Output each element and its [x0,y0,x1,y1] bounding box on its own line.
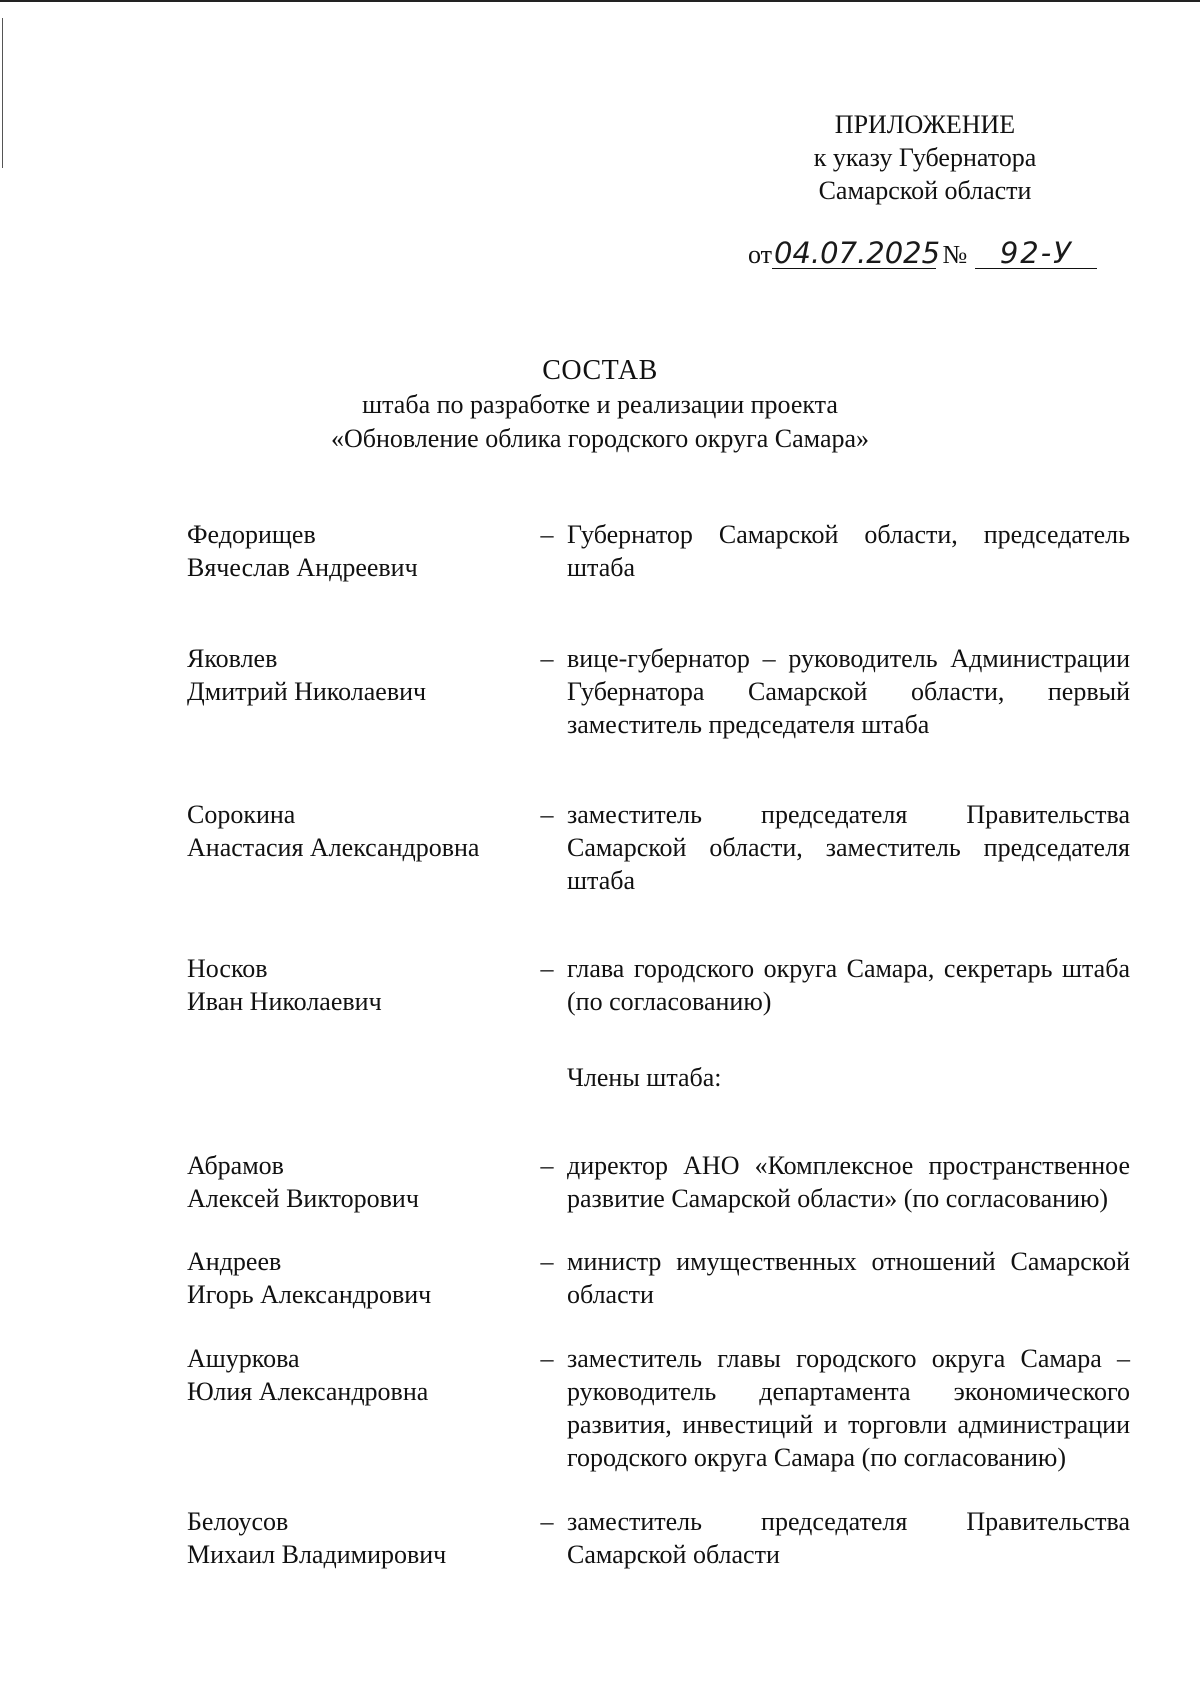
staff-composition-list [187,518,1130,1571]
member-role: директор АНО «Комплексное пространственное развитие Самарской области» (по согласованию) [567,1151,1130,1213]
appendix-reference: к указу Губернатора [813,143,1037,172]
member-name: Абрамов Алексей Викторович [187,1151,419,1213]
document-subtitle-line1: штаба по разработке и реализации проекта [362,390,838,419]
member-name: Носков Иван Николаевич [187,954,382,1016]
separator-dash: – [540,1247,554,1276]
member-role: вице-губернатор – руководитель Администрации Губернатора Самарской области, первый заместитель председателя штаба [567,644,1130,739]
member-name: Федорищев Вячеслав Андреевич [187,520,418,582]
list-item [187,1505,1130,1571]
member-name: Андреев Игорь Александрович [187,1247,432,1309]
member-name: Яковлев Дмитрий Николаевич [187,644,427,706]
appendix-region: Самарской области [818,176,1032,205]
document-title: СОСТАВ [542,355,658,386]
member-role: заместитель председателя Правительства Самарской области [567,1507,1130,1569]
separator-dash: – [540,644,554,673]
scan-left-edge [2,18,3,168]
appendix-header [780,108,1070,207]
member-role: заместитель главы городского округа Самара – руководитель департамента экономического развития, инвестиций и торговли администрации городского округа Самара (по согласованию) [567,1344,1130,1472]
separator-dash: – [540,520,554,549]
member-name: Ашуркова Юлия Александровна [187,1344,429,1406]
appendix-title: ПРИЛОЖЕНИЕ [834,110,1016,139]
number-prefix: № [942,240,968,269]
list-item [187,518,1130,584]
separator-dash: – [540,1507,554,1536]
separator-dash: – [540,1151,554,1180]
date-prefix: от [748,240,773,269]
list-item [187,1245,1130,1311]
list-item [187,1149,1130,1215]
document-subtitle-line2: «Обновление облика городского округа Самара» [330,424,870,453]
member-name: Белоусов Михаил Владимирович [187,1507,447,1569]
list-item [187,952,1130,1018]
member-name: Сорокина Анастасия Александровна [187,800,480,862]
scan-top-edge [0,0,1200,2]
member-role: министр имущественных отношений Самарской области [567,1247,1130,1309]
document-title-block [0,354,1200,456]
members-heading: Члены штаба: [567,1063,722,1092]
handwritten-date: 04.07.2025 [774,236,941,270]
list-item [187,1342,1130,1474]
list-item [187,798,1130,897]
member-role: Губернатор Самарской области, председатель штаба [567,520,1130,582]
list-item [187,642,1130,741]
separator-dash: – [540,1344,554,1373]
separator-dash: – [540,800,554,829]
handwritten-number: 92-У [975,238,1097,269]
member-role: заместитель председателя Правительства Самарской области, заместитель председателя штаба [567,800,1130,895]
separator-dash: – [540,954,554,983]
order-date-number [748,238,1097,270]
member-role: глава городского округа Самара, секретарь штаба (по согласованию) [567,954,1130,1016]
